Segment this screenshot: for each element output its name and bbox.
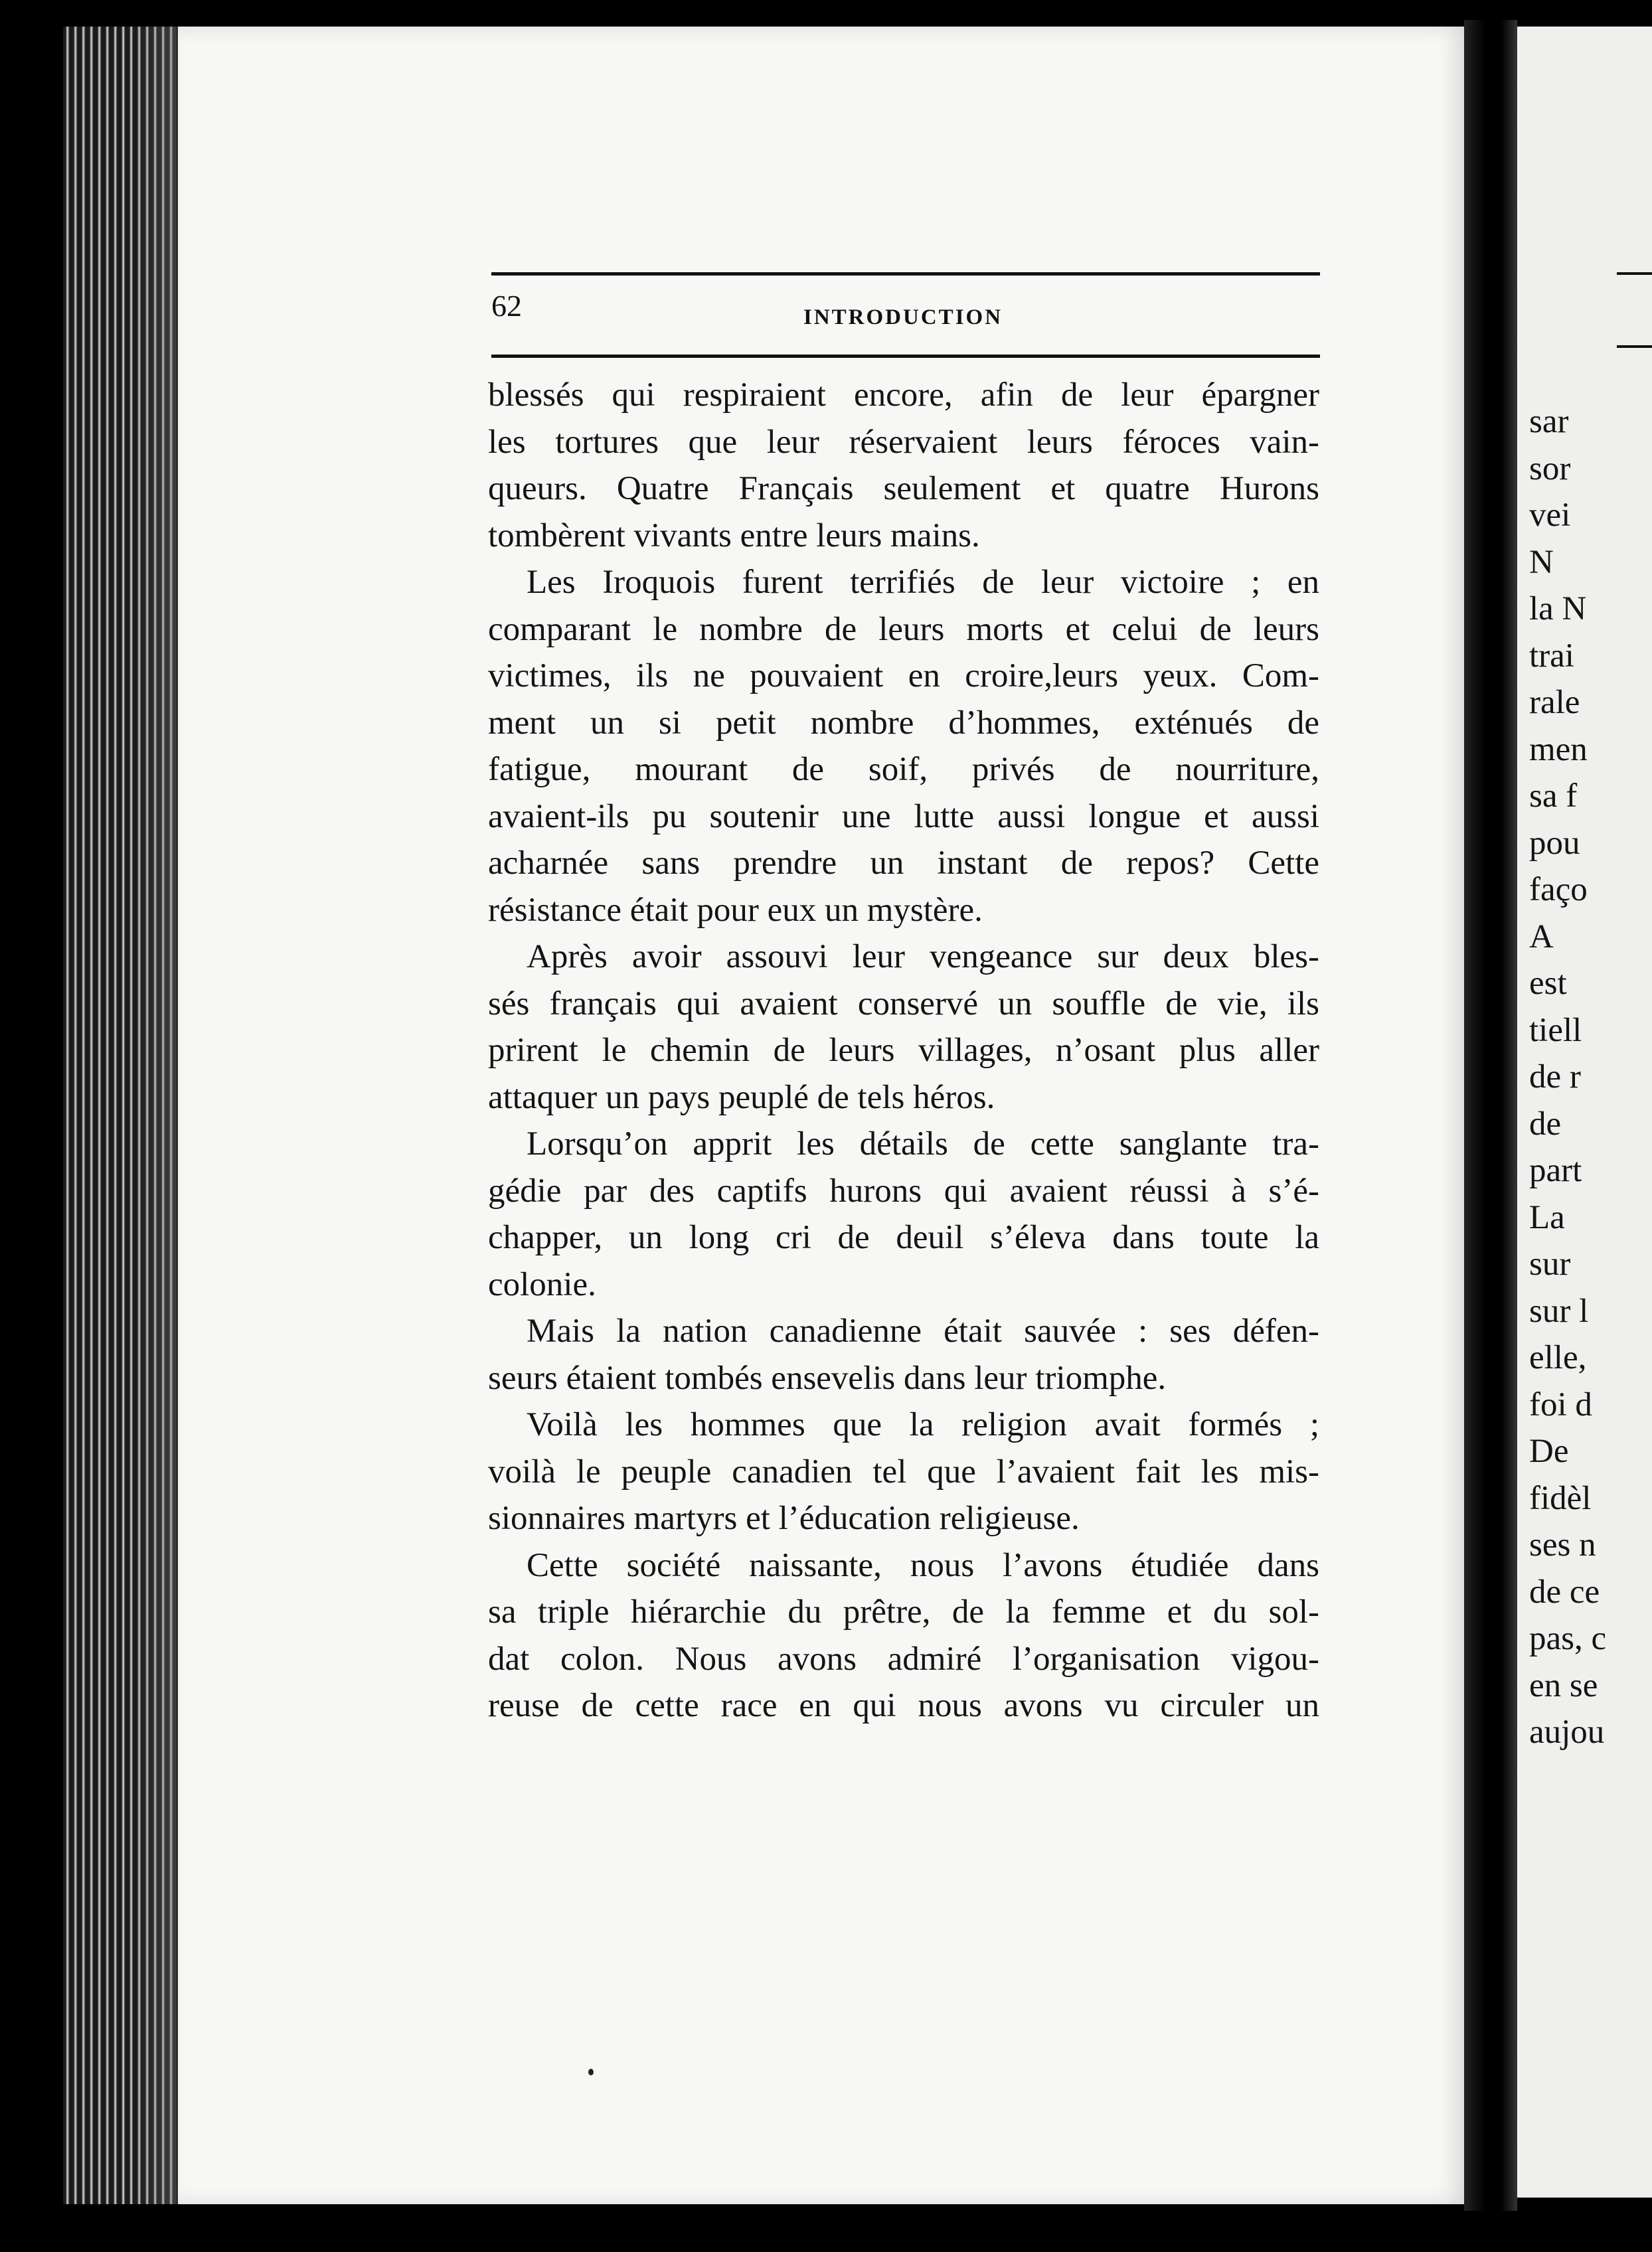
facing-text-line: ses n bbox=[1529, 1526, 1596, 1564]
page-edges-shading bbox=[133, 27, 179, 2204]
facing-text-line: A bbox=[1529, 918, 1554, 955]
text-line: colonie. bbox=[488, 1265, 596, 1303]
text-line: les tortures que leur réservaient leurs féroces vain- bbox=[488, 423, 1319, 461]
facing-text-line: tiell bbox=[1529, 1011, 1582, 1049]
facing-text-line: de ce bbox=[1529, 1573, 1600, 1611]
text-line: avaient-ils pu soutenir une lutte aussi longue et aussi bbox=[488, 797, 1319, 835]
text-line: comparant le nombre de leurs morts et celui de leurs bbox=[488, 610, 1319, 648]
text-line: gédie par des captifs hurons qui avaient réussi à s’é- bbox=[488, 1172, 1319, 1210]
facing-page bbox=[1517, 27, 1652, 2198]
body-text bbox=[488, 372, 1319, 1729]
text-line: ment un si petit nombre d’hommes, exténués de bbox=[488, 704, 1319, 742]
facing-text-line: sor bbox=[1529, 449, 1571, 487]
header-top-rule bbox=[491, 272, 1320, 276]
facing-text-line: de r bbox=[1529, 1058, 1581, 1095]
text-line: sés français qui avaient conservé un souffle de vie, ils bbox=[488, 985, 1319, 1022]
book-gutter bbox=[1464, 20, 1517, 2211]
facing-text-line: sa f bbox=[1529, 777, 1578, 815]
facing-text-line: aujou bbox=[1529, 1714, 1605, 1751]
ink-speck bbox=[588, 2069, 594, 2075]
facing-text-line: de bbox=[1529, 1105, 1562, 1143]
facing-text-line: faço bbox=[1529, 871, 1588, 908]
text-line: dat colon. Nous avons admiré l’organisation vigou- bbox=[488, 1640, 1319, 1678]
text-line: attaquer un pays peuplé de tels héros. bbox=[488, 1078, 995, 1116]
page-number: 62 bbox=[491, 289, 522, 323]
text-line: chapper, un long cri de deuil s’éleva dans toute la bbox=[488, 1219, 1319, 1256]
facing-header-bottom-rule bbox=[1617, 345, 1652, 348]
facing-text-line: part bbox=[1529, 1152, 1582, 1189]
text-line: Les Iroquois furent terrifiés de leur victoire ; en bbox=[527, 564, 1319, 601]
text-line: seurs étaient tombés ensevelis dans leur triomphe. bbox=[488, 1359, 1167, 1397]
facing-text-line: De bbox=[1529, 1433, 1569, 1470]
text-line: acharnée sans prendre un instant de repos? Cette bbox=[488, 844, 1319, 882]
facing-text-line: La bbox=[1529, 1198, 1565, 1236]
facing-text-line: en se bbox=[1529, 1666, 1598, 1704]
text-line: blessés qui respiraient encore, afin de leur épargner bbox=[488, 376, 1319, 414]
text-line: résistance était pour eux un mystère. bbox=[488, 891, 983, 929]
text-line: voilà le peuple canadien tel que l’avaient fait les mis- bbox=[488, 1453, 1319, 1490]
facing-text-line: la N bbox=[1529, 590, 1587, 627]
text-line: Voilà les hommes que la religion avait formés ; bbox=[527, 1406, 1319, 1443]
text-line: victimes, ils ne pouvaient en croire,leurs yeux. Com- bbox=[488, 657, 1319, 694]
facing-text-line: N bbox=[1529, 543, 1554, 581]
facing-text-line: fidèl bbox=[1529, 1479, 1592, 1517]
text-line: sa triple hiérarchie du prêtre, de la femme et du sol- bbox=[488, 1593, 1319, 1631]
running-head: INTRODUCTION bbox=[803, 305, 1003, 329]
facing-header-top-rule bbox=[1617, 272, 1652, 275]
text-line: prirent le chemin de leurs villages, n’osant plus aller bbox=[488, 1032, 1319, 1069]
header-bottom-rule bbox=[491, 355, 1320, 358]
facing-text-line: trai bbox=[1529, 637, 1574, 675]
text-line: tombèrent vivants entre leurs mains. bbox=[488, 517, 980, 554]
text-line: Après avoir assouvi leur vengeance sur deux bles- bbox=[527, 938, 1319, 975]
facing-page-text bbox=[1529, 398, 1606, 1756]
facing-text-line: elle, bbox=[1529, 1339, 1587, 1376]
facing-text-line: men bbox=[1529, 730, 1588, 768]
facing-text-line: foi d bbox=[1529, 1386, 1592, 1423]
text-line: Lorsqu’on apprit les détails de cette sanglante tra- bbox=[527, 1125, 1319, 1163]
text-line: Mais la nation canadienne était sauvée : ses défen- bbox=[527, 1313, 1319, 1350]
text-line: sionnaires martyrs et l’éducation religieuse. bbox=[488, 1500, 1080, 1537]
text-line: reuse de cette race en qui nous avons vu circuler un bbox=[488, 1687, 1319, 1724]
facing-text-line: sar bbox=[1529, 403, 1569, 440]
facing-text-line: sur l bbox=[1529, 1292, 1589, 1330]
facing-text-line: rale bbox=[1529, 684, 1580, 721]
facing-text-line: est bbox=[1529, 965, 1567, 1002]
text-line: Cette société naissante, nous l’avons étudiée dans bbox=[527, 1546, 1319, 1584]
text-line: queurs. Quatre Français seulement et quatre Hurons bbox=[488, 470, 1319, 507]
facing-text-line: vei bbox=[1529, 497, 1571, 534]
facing-text-line: pou bbox=[1529, 824, 1580, 862]
facing-text-line: pas, c bbox=[1529, 1620, 1607, 1657]
facing-text-line: sur bbox=[1529, 1246, 1571, 1283]
text-line: fatigue, mourant de soif, privés de nourriture, bbox=[488, 751, 1319, 788]
